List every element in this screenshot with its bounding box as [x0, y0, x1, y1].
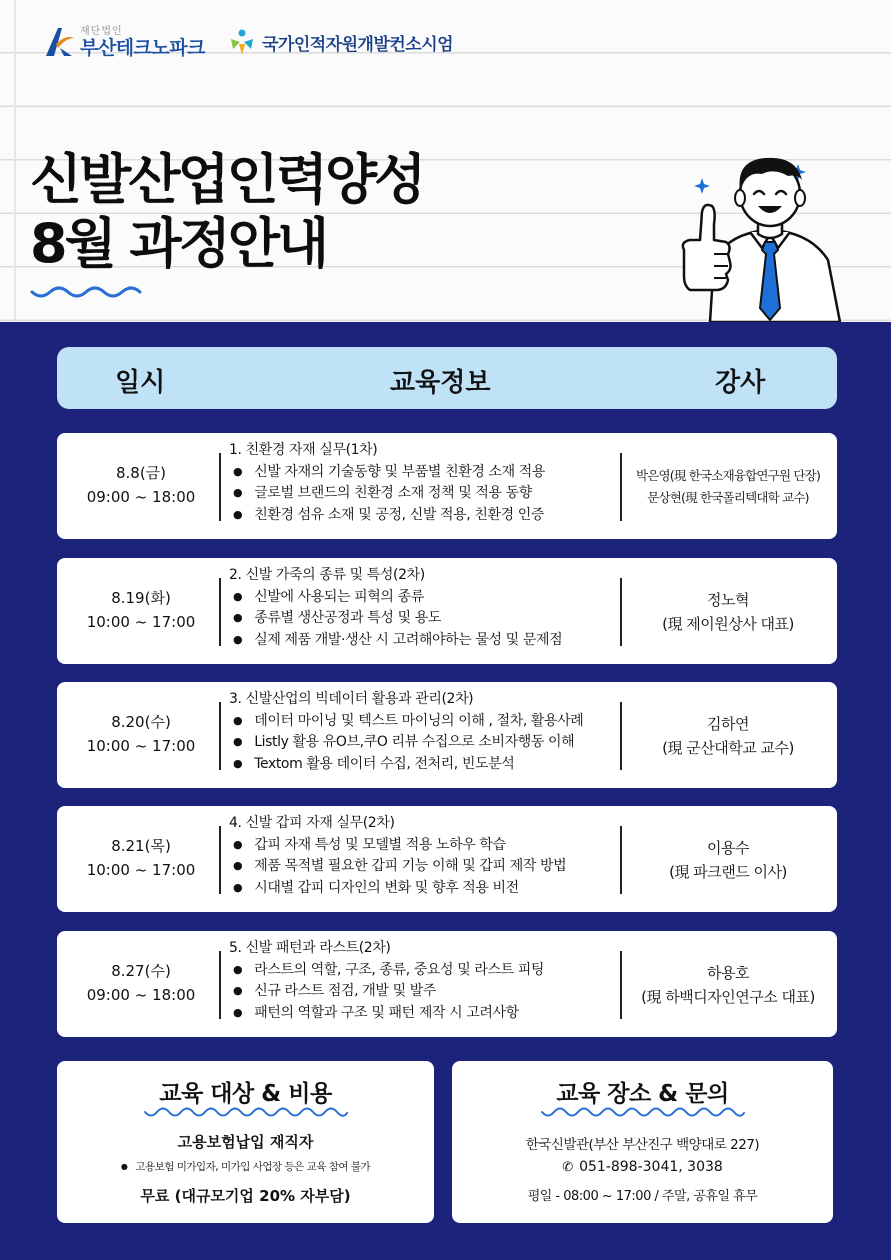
course-info: [229, 938, 617, 1024]
instructor-line: 박은영(現 한국소재융합연구원 단장): [635, 468, 821, 483]
course-time: 10:00 ~ 17:00: [86, 861, 196, 879]
wave-decoration: [143, 1107, 349, 1121]
title-wave-decoration: [30, 286, 146, 300]
instructor-line: (現 파크랜드 이사): [669, 863, 787, 881]
instructor-line: (現 군산대학교 교수): [662, 739, 794, 757]
target-cost-title: 교육 대상 & 비용: [159, 1081, 332, 1107]
course-item: ● 실제 제품 개발·생산 시 고려해야하는 물성 및 문제점: [229, 630, 617, 652]
course-time: 09:00 ~ 18:00: [86, 488, 196, 506]
target-note: ● 고용보험 미가입자, 미가입 사업장 등은 교육 참여 불가: [57, 1159, 434, 1174]
course-time: 10:00 ~ 17:00: [86, 737, 196, 755]
course-day: 8.21(목): [111, 837, 171, 855]
course-item: ● 제품 목적별 필요한 갑피 기능 이해 및 갑피 제작 방법: [229, 856, 617, 878]
course-item: ● Textom 활용 데이터 수집, 전처리, 빈도분석: [229, 754, 617, 776]
course-instructor: [625, 465, 831, 509]
course-date: [77, 834, 205, 882]
course-item: ● 신발에 사용되는 피혁의 종류: [229, 587, 617, 609]
course-day: 8.27(수): [111, 962, 171, 980]
course-instructor: [625, 836, 831, 884]
instructor-line: 이용수: [707, 839, 749, 857]
page-title: [30, 148, 423, 276]
course-date: [77, 461, 205, 509]
header-info: 교육정보: [390, 368, 491, 398]
divider: [219, 453, 221, 521]
phone-number: 051-898-3041, 3038: [579, 1159, 723, 1175]
course-item: ● 라스트의 역할, 구조, 종류, 중요성 및 라스트 피팅: [229, 960, 617, 982]
course-row: [57, 433, 837, 539]
course-day: 8.8(금): [115, 464, 167, 482]
instructor-line: 김하연: [707, 715, 749, 733]
course-row: [57, 558, 837, 664]
phone-line: [452, 1159, 833, 1175]
logo-name: 부산테크노파크: [80, 36, 205, 59]
divider: [620, 702, 622, 770]
divider: [620, 826, 622, 894]
course-item: ● 글로벌 브랜드의 친환경 소재 정책 및 적용 동향: [229, 483, 617, 505]
place-contact-title: 교육 장소 & 문의: [556, 1081, 729, 1107]
course-info: [229, 440, 617, 526]
wave-decoration: [540, 1107, 746, 1121]
course-title: 2. 신발 가죽의 종류 및 특성(2차): [229, 567, 425, 583]
header-date: 일시: [115, 368, 166, 398]
course-time: 10:00 ~ 17:00: [86, 613, 196, 631]
course-day: 8.19(화): [111, 589, 171, 607]
divider: [620, 951, 622, 1019]
divider: [219, 578, 221, 646]
technopark-mark-icon: [42, 24, 76, 60]
logo-subtitle: 재단법인: [80, 25, 123, 37]
instructor-line: (現 제이원상사 대표): [662, 615, 794, 633]
course-row: [57, 806, 837, 912]
course-item: ● 데이터 마이닝 및 텍스트 마이닝의 이해 , 절차, 활용사례: [229, 711, 617, 733]
course-item: ● 신규 라스트 점검, 개발 및 발주: [229, 981, 617, 1003]
consortium-name: 국가인적자원개발컨소시엄: [261, 34, 454, 55]
place-contact-box: [452, 1061, 833, 1223]
course-item: ● Listly 활용 유O브,쿠O 리뷰 수집으로 소비자행동 이해: [229, 732, 617, 754]
course-instructor: [625, 588, 831, 636]
course-schedule-section: [0, 322, 891, 1260]
title-line-2: 8월 과정안내: [30, 212, 327, 275]
sparkle-icon: [694, 178, 710, 194]
consortium-logo: [227, 27, 453, 57]
course-info: [229, 565, 617, 651]
course-item: ● 종류별 생산공정과 특성 및 용도: [229, 608, 617, 630]
divider: [219, 826, 221, 894]
course-item: ● 갑피 자재 특성 및 모델별 적용 노하우 학습: [229, 835, 617, 857]
course-row: [57, 931, 837, 1037]
phone-icon: ✆: [562, 1160, 574, 1175]
target-audience: 고용보험납입 재직자: [177, 1133, 314, 1151]
header-section: [0, 0, 891, 322]
title-line-1: 신발산업인력양성: [30, 148, 424, 211]
target-cost-box: [57, 1061, 434, 1223]
course-row: [57, 682, 837, 788]
course-title: 3. 신발산업의 빅데이터 활용과 관리(2차): [229, 691, 474, 707]
course-instructor: [625, 961, 831, 1009]
address: 한국신발관(부산 부산진구 백양대로 227): [525, 1137, 760, 1153]
divider: [620, 578, 622, 646]
instructor-line: 하용호: [707, 964, 749, 982]
course-date: [77, 710, 205, 758]
consortium-mark-icon: [227, 27, 257, 57]
divider: [219, 702, 221, 770]
cost-info: 무료 (대규모기업 20% 자부담): [140, 1187, 351, 1205]
course-title: 1. 친환경 자재 실무(1차): [229, 442, 378, 458]
course-date: [77, 959, 205, 1007]
course-date: [77, 586, 205, 634]
course-item: ● 신발 자재의 기술동향 및 부품별 친환경 소재 적용: [229, 462, 617, 484]
course-info: [229, 813, 617, 899]
divider: [620, 453, 622, 521]
busan-technopark-logo: [42, 24, 205, 60]
course-info: [229, 689, 617, 775]
course-title: 5. 신발 패턴과 라스트(2차): [229, 940, 391, 956]
course-item: ● 시대별 갑피 디자인의 변화 및 향후 적용 비전: [229, 878, 617, 900]
header-instructor: 강사: [715, 368, 766, 398]
thumbs-up-person-illustration: [670, 150, 845, 322]
course-title: 4. 신발 갑피 자재 실무(2차): [229, 815, 395, 831]
course-item: ● 패턴의 역할과 구조 및 패턴 제작 시 고려사항: [229, 1003, 617, 1025]
instructor-line: 정노혁: [707, 591, 749, 609]
course-item: ● 친환경 섬유 소재 및 공정, 신발 적용, 친환경 인증: [229, 505, 617, 527]
instructor-line: (現 하백디자인연구소 대표): [641, 988, 815, 1006]
logo-bar: [42, 22, 453, 62]
course-time: 09:00 ~ 18:00: [86, 986, 196, 1004]
instructor-line: 문상현(現 한국폴리텍대학 교수): [647, 490, 809, 505]
course-day: 8.20(수): [111, 713, 171, 731]
business-hours: 평일 - 08:00 ~ 17:00 / 주말, 공휴일 휴무: [527, 1189, 758, 1204]
course-instructor: [625, 712, 831, 760]
divider: [219, 951, 221, 1019]
table-header: [57, 347, 837, 409]
